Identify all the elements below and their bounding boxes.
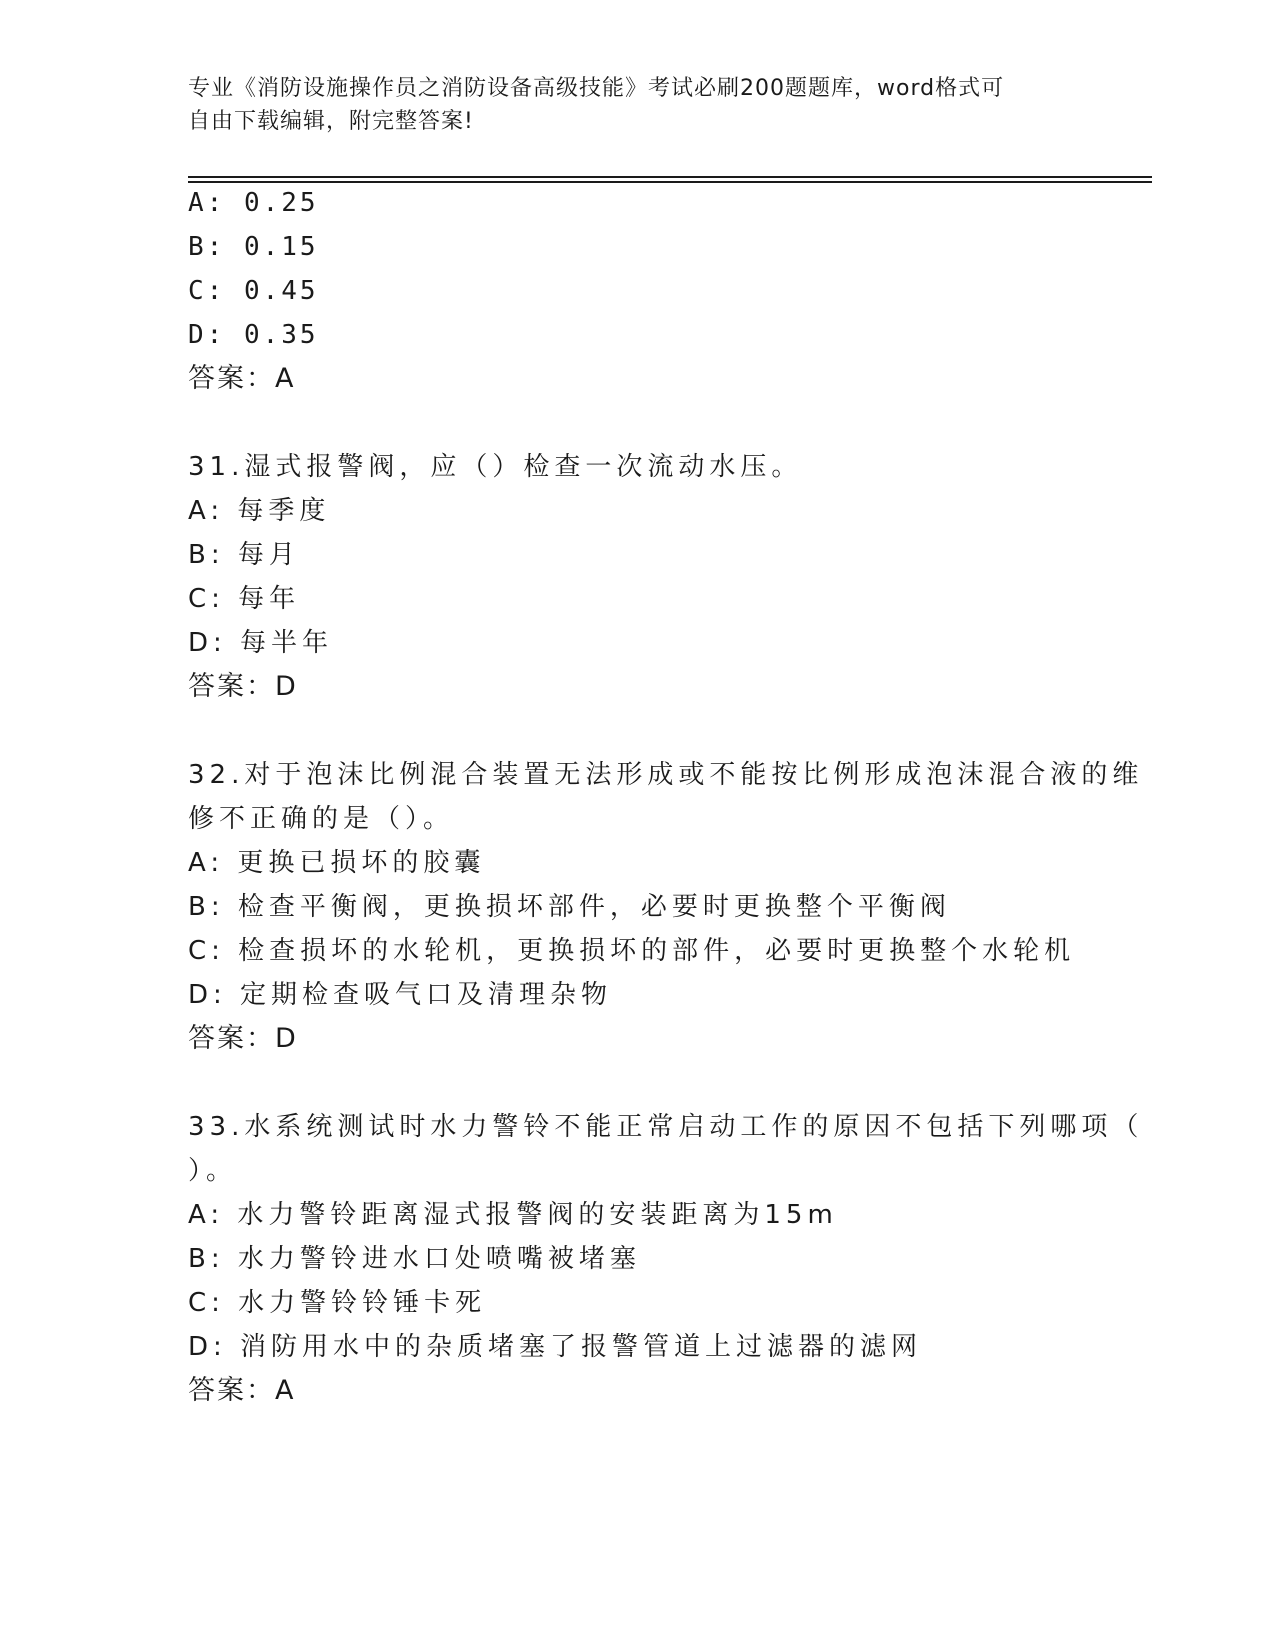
option-d: D: 每半年: [188, 628, 334, 658]
question-32-stem-line-2: 修不正确的是（）。: [188, 804, 455, 834]
header-divider-bottom: [188, 181, 1152, 183]
option-c: C: 检查损坏的水轮机，更换损坏的部件，必要时更换整个水轮机: [188, 936, 1076, 966]
question-32-stem-line-1: 32.对于泡沫比例混合装置无法形成或不能按比例形成泡沫混合液的维: [188, 760, 1144, 790]
option-a: A: 0.25: [188, 188, 319, 218]
question-33-stem-line-1: 33.水系统测试时水力警铃不能正常启动工作的原因不包括下列哪项（: [188, 1112, 1144, 1142]
option-a: A: 更换已损坏的胶囊: [188, 848, 486, 878]
header-line-1: 专业《消防设施操作员之消防设备高级技能》考试必刷200题题库，word格式可: [188, 76, 1005, 101]
option-b: B: 0.15: [188, 232, 319, 262]
answer: 答案：A: [188, 1375, 296, 1406]
header-line-2: 自由下载编辑，附完整答案!: [188, 109, 474, 134]
option-d: D: 消防用水中的杂质堵塞了报警管道上过滤器的滤网: [188, 1332, 923, 1362]
option-d: D: 0.35: [188, 320, 319, 350]
option-b: B: 每月: [188, 540, 300, 570]
question-33-stem-line-2: ）。: [188, 1156, 238, 1186]
option-b: B: 水力警铃进水口处喷嘴被堵塞: [188, 1244, 641, 1274]
option-b: B: 检查平衡阀，更换损坏部件，必要时更换整个平衡阀: [188, 892, 951, 922]
option-c: C: 每年: [188, 584, 301, 614]
document-header: [188, 72, 1088, 138]
answer: 答案：D: [188, 1023, 298, 1054]
header-divider-top: [188, 176, 1152, 178]
option-a: A: 水力警铃距离湿式报警阀的安装距离为15m: [188, 1200, 838, 1230]
question-31-stem: 31.湿式报警阀，应（）检查一次流动水压。: [188, 452, 803, 482]
option-d: D: 定期检查吸气口及清理杂物: [188, 980, 613, 1010]
option-a: A: 每季度: [188, 496, 331, 526]
answer: 答案：A: [188, 363, 296, 394]
answer: 答案：D: [188, 671, 298, 702]
option-c: C: 水力警铃铃锤卡死: [188, 1288, 487, 1318]
option-c: C: 0.45: [188, 276, 319, 306]
